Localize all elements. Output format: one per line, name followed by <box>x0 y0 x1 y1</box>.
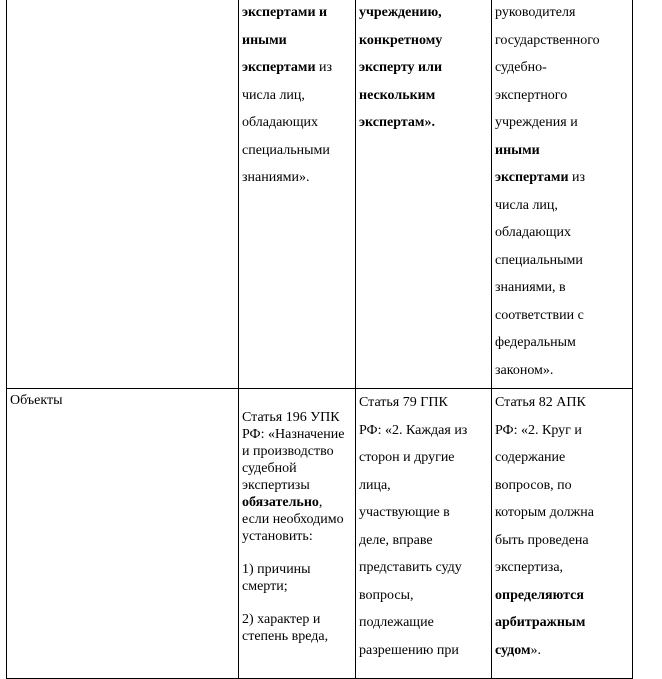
cell-text-bold: иными <box>495 142 540 158</box>
cell-text: из <box>572 170 586 185</box>
cell-text-bold: иными <box>242 32 287 48</box>
cell-text: деле, вправе <box>359 532 433 548</box>
table-cell-experts-apk <box>492 0 633 389</box>
cell-text: числа лиц, <box>495 197 558 213</box>
cell-text: быть проведена <box>495 532 589 548</box>
table-cell-objects-gpk <box>356 389 492 679</box>
cell-text: вопросы, <box>359 587 414 603</box>
cell-text: подлежащие <box>359 615 434 630</box>
row-label: Объекты <box>10 393 63 408</box>
cell-text: законом». <box>495 362 554 378</box>
cell-text: знаниями, в <box>495 280 566 295</box>
cell-text: представить суду <box>359 560 462 575</box>
cell-text: РФ: «2. Круг и <box>495 422 582 438</box>
cell-text: специальными <box>495 252 583 268</box>
cell-text: которым должна <box>495 505 594 520</box>
table-cell-objects-apk <box>492 389 633 679</box>
paragraph-gap <box>242 595 352 611</box>
cell-text: специальными <box>242 142 330 158</box>
upk-paragraph <box>242 409 352 545</box>
cell-text: Статья 79 ГПК <box>359 395 448 410</box>
cell-text: сторон и другие <box>359 450 455 465</box>
cell-text: содержание <box>495 450 566 465</box>
cell-text-bold: арбитражным <box>495 615 586 630</box>
cell-text: учреждения и <box>495 115 578 130</box>
cell-text: Статья 196 УПК РФ: «Назначение и производство судебной экспертизы <box>242 410 345 493</box>
cell-text-bold: экспертам». <box>359 115 435 130</box>
paragraph-gap <box>242 545 352 561</box>
cell-text: разрешению при <box>359 642 459 658</box>
table-row <box>7 389 633 679</box>
cell-text: числа лиц, <box>242 87 305 103</box>
upk-paragraph: 2) характер и степень вреда, <box>242 612 329 644</box>
table-cell-experts-gpk <box>356 0 492 389</box>
cell-text: , если необходимо установить: <box>242 495 344 544</box>
cell-text-bold: экспертами <box>495 170 569 185</box>
cell-text: экспертного <box>495 87 568 103</box>
cell-text: участвующие в <box>359 505 450 520</box>
cell-text-bold: судом <box>495 642 531 658</box>
cell-text: из <box>319 60 333 75</box>
cell-text: государственного <box>495 32 600 48</box>
table-cell-objects-upk <box>239 389 356 679</box>
table-cell-empty <box>7 0 239 389</box>
cell-text-bold: учреждению, <box>359 5 442 20</box>
cell-text: обладающих <box>242 115 319 130</box>
cell-text: судебно- <box>495 60 547 75</box>
cell-text: вопросов, по <box>495 477 572 493</box>
cell-text: экспертиза, <box>495 560 564 575</box>
cell-text-bold: экспертами <box>242 60 316 75</box>
cell-text: Статья 82 АПК <box>495 395 586 410</box>
cell-text: лица, <box>359 477 391 493</box>
cell-text-bold: экспертами и <box>242 5 328 20</box>
cell-text: знаниями». <box>242 170 310 185</box>
table-cell-experts-upk <box>239 0 356 389</box>
cell-text-bold: эксперту или <box>359 60 443 75</box>
cell-text-bold: нескольким <box>359 87 436 103</box>
cell-text: ». <box>530 642 541 658</box>
upk-paragraph: 1) причины смерти; <box>242 562 311 594</box>
table-cell-objects-label <box>7 389 239 679</box>
cell-text-bold: определяются <box>495 587 584 603</box>
cell-text: руководителя <box>495 5 576 20</box>
cell-text-bold: обязательно <box>242 495 319 510</box>
cell-text: обладающих <box>495 225 572 240</box>
cell-text-bold: конкретному <box>359 32 443 48</box>
cell-text: РФ: «2. Каждая из <box>359 422 468 438</box>
table-row <box>7 0 633 389</box>
comparison-table <box>6 0 633 679</box>
cell-text: соответствии с <box>495 307 584 323</box>
cell-text: федеральным <box>495 335 576 350</box>
